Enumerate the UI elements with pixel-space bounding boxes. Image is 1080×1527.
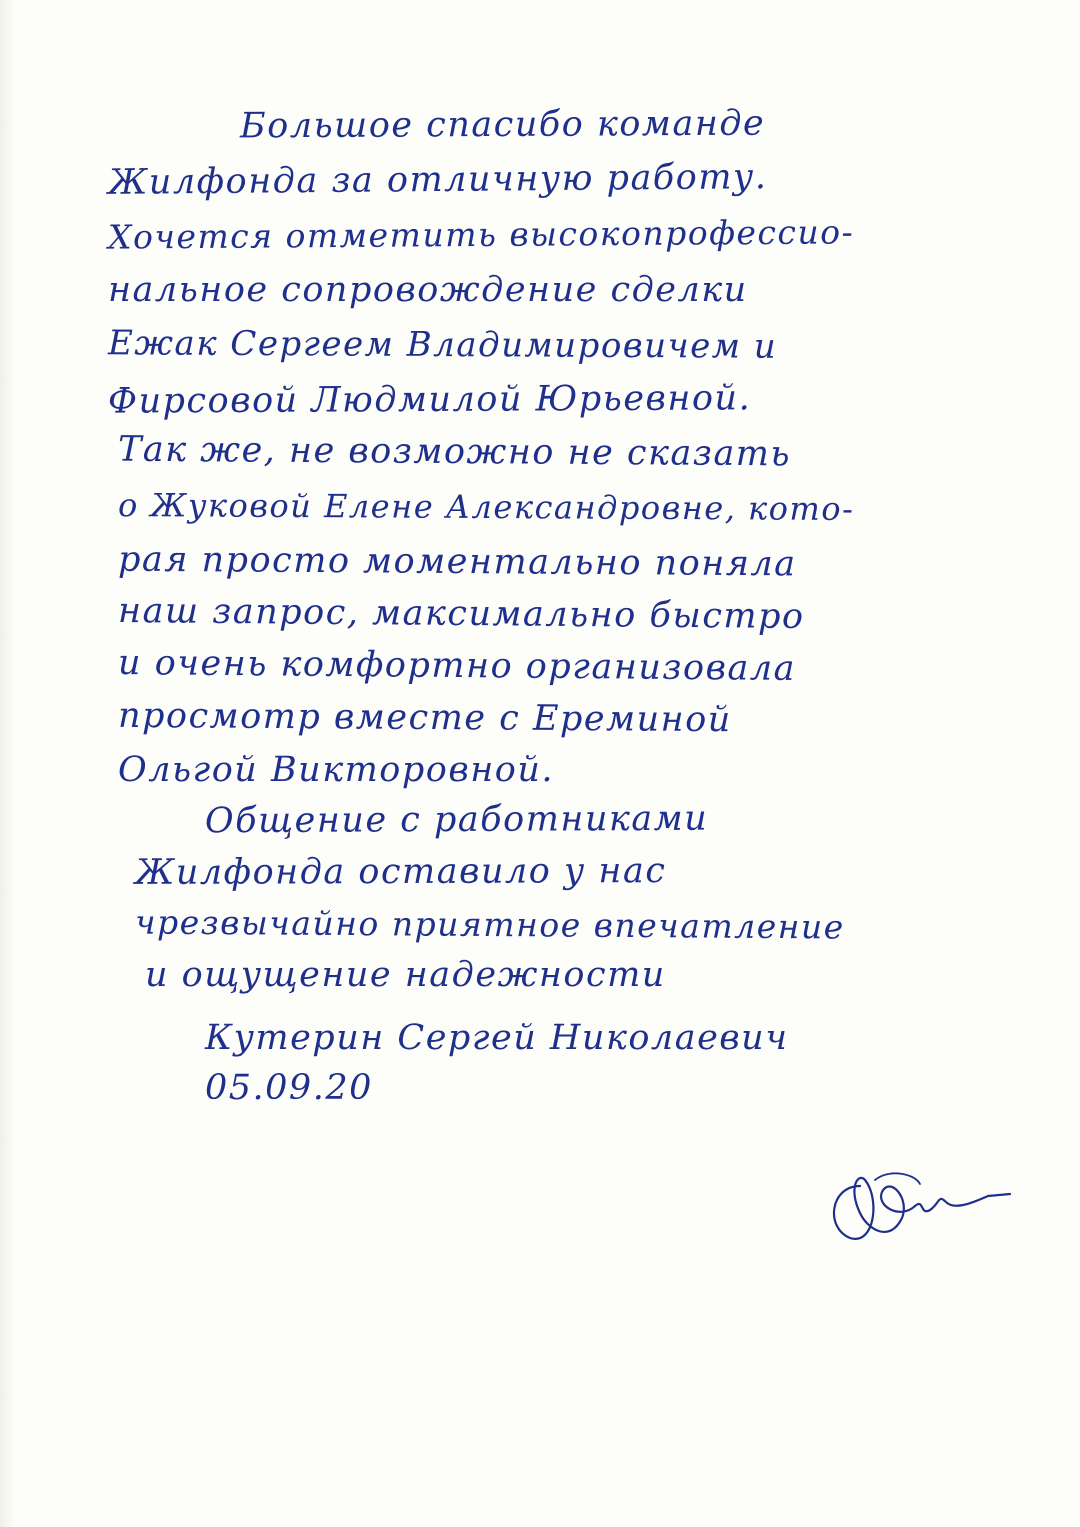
letter-line: просмотр вместе с Ереминой: [117, 695, 732, 741]
signature: [820, 1158, 1020, 1248]
signature-flourish: [875, 1173, 920, 1184]
letter-line: и ощущение надежности: [145, 955, 666, 995]
letter-line: Большое спасибо команде: [239, 103, 766, 147]
letter-line: нальное сопровождение сделки: [108, 270, 748, 310]
signature-stroke: [834, 1178, 1010, 1239]
letter-date: 05.09.20: [205, 1068, 373, 1108]
author-name: Кутерин Сергей Николаевич: [205, 1018, 789, 1058]
letter-line: чрезвычайно приятное впечатление: [134, 902, 845, 947]
letter-line: Фирсовой Людмилой Юрьевной.: [107, 378, 752, 422]
letter-line: Жилфонда оставило у нас: [134, 851, 667, 893]
letter-line: о Жуковой Елене Александровне, кото-: [117, 486, 855, 528]
letter-line: рая просто моментально поняла: [117, 539, 797, 585]
letter-line: Ежак Сергеем Владимировичем и: [107, 323, 778, 367]
letter-line: Хочется отметить высокопрофессио-: [107, 212, 855, 257]
letter-line: и очень комфортно организовала: [117, 643, 797, 689]
letter-line: Ольгой Викторовной.: [118, 750, 555, 790]
letter-line: наш запрос, максимально быстро: [117, 591, 805, 637]
letter-line: Так же, не возможно не сказать: [117, 429, 792, 475]
letter-line: Общение с работниками: [204, 798, 709, 842]
letter-line: Жилфонда за отличную работу.: [107, 157, 768, 203]
